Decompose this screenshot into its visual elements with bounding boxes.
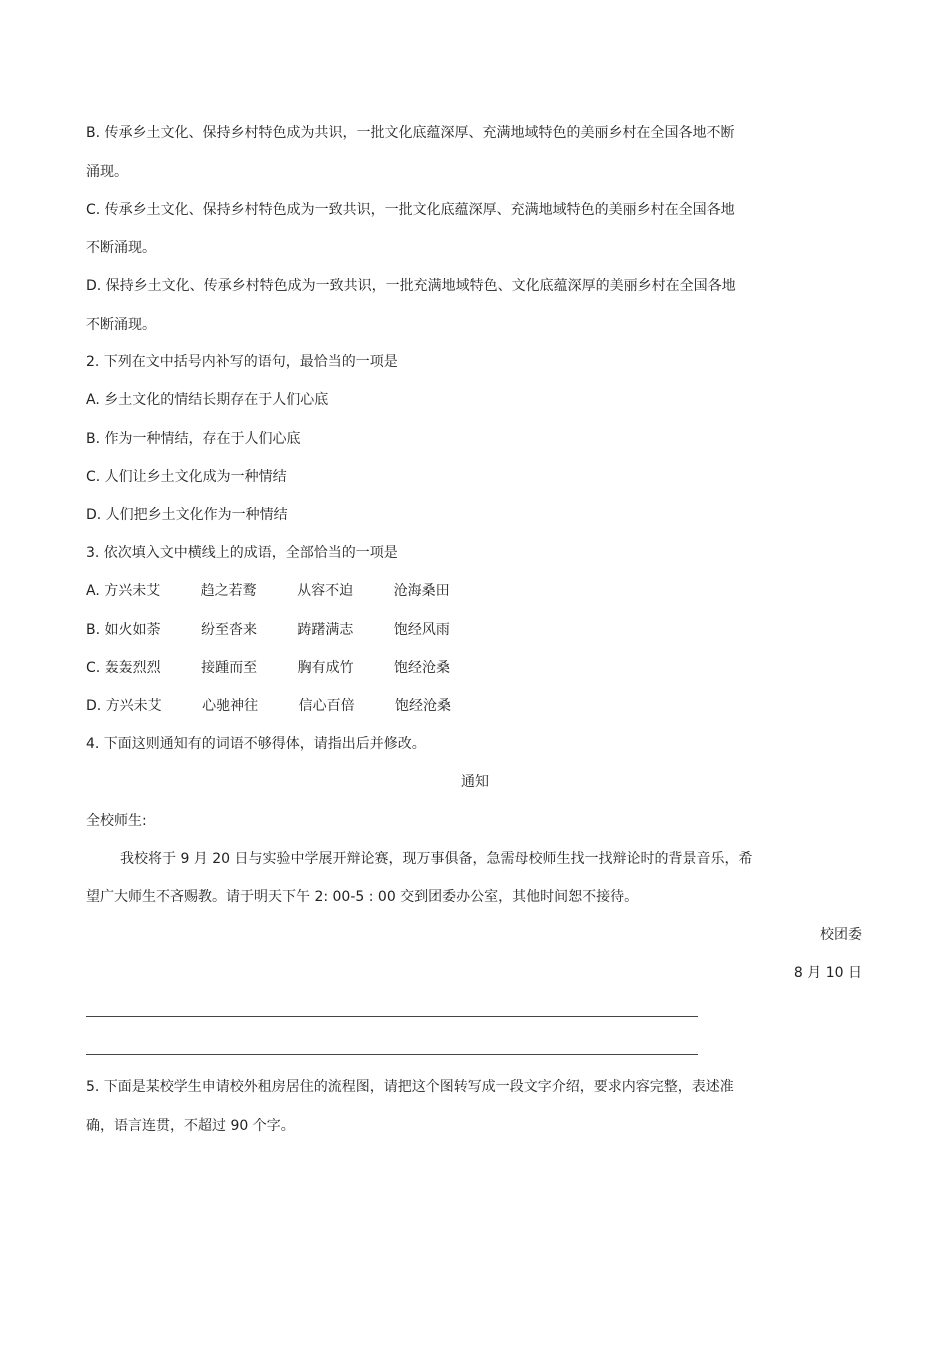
notice-body-line1: 我校将于 9 月 20 日与实验中学展开辩论赛，现万事俱备，急需母校师生找一找辩论时的背景音乐，希 xyxy=(120,851,753,867)
notice-title: 通知 xyxy=(461,774,489,790)
q4-stem: 4. 下面这则通知有的词语不够得体，请指出后并修改。 xyxy=(86,736,426,752)
answer-line[interactable] xyxy=(86,1016,698,1017)
notice-salutation: 全校师生: xyxy=(86,813,147,829)
q3-idiom: 从容不迫 xyxy=(297,583,354,599)
q3-idiom: 饱经沧桑 xyxy=(394,660,451,676)
q3-idiom: 心驰神往 xyxy=(202,698,259,714)
notice-date: 8 月 10 日 xyxy=(793,965,862,981)
q3-idiom: 轰轰烈烈 xyxy=(104,660,161,676)
q3-option-letter: D. xyxy=(86,698,102,714)
q1-option-b-line2: 涌现。 xyxy=(86,164,128,180)
q3-idiom: 胸有成竹 xyxy=(297,660,354,676)
q3-idiom: 饱经沧桑 xyxy=(395,698,452,714)
notice-body-line2: 望广大师生不吝赐教。请于明天下午 2: 00-5 : 00 交到团委办公室，其他时间恕不接待。 xyxy=(86,889,639,905)
q3-option-c xyxy=(86,658,486,678)
q2-option-c: C. 人们让乡土文化成为一种情结 xyxy=(86,469,287,485)
q3-option-letter: A. xyxy=(86,583,100,599)
q1-option-c-line1: C. 传承乡土文化、保持乡村特色成为一致共识，一批文化底蕴深厚、充满地域特色的美丽乡村在全国各地 xyxy=(86,202,735,218)
q1-option-c-line2: 不断涌现。 xyxy=(86,240,156,256)
q3-idiom: 方兴未艾 xyxy=(104,583,161,599)
q1-option-d-line2: 不断涌现。 xyxy=(86,317,156,333)
q2-option-d: D. 人们把乡土文化作为一种情结 xyxy=(86,507,288,523)
q1-option-b-line1: B. 传承乡土文化、保持乡村特色成为共识，一批文化底蕴深厚、充满地域特色的美丽乡村在全国各地不断 xyxy=(86,125,735,141)
q3-idiom: 趋之若鹜 xyxy=(200,583,257,599)
notice-signature: 校团委 xyxy=(820,927,862,943)
q3-idiom: 饱经风雨 xyxy=(393,622,450,638)
q3-idiom: 方兴未艾 xyxy=(105,698,162,714)
q3-idiom: 沧海桑田 xyxy=(393,583,450,599)
q3-idiom: 信心百倍 xyxy=(298,698,355,714)
q5-stem-line1: 5. 下面是某校学生申请校外租房居住的流程图，请把这个图转写成一段文字介绍，要求内容完整，表述准 xyxy=(86,1079,734,1095)
q1-option-d-line1: D. 保持乡土文化、传承乡村特色成为一致共识，一批充满地域特色、文化底蕴深厚的美丽乡村在全国各地 xyxy=(86,278,736,294)
q3-option-letter: B. xyxy=(86,622,101,638)
q2-stem: 2. 下列在文中括号内补写的语句，最恰当的一项是 xyxy=(86,354,398,370)
q3-idiom: 踌躇满志 xyxy=(297,622,354,638)
q3-option-d xyxy=(86,696,487,716)
q3-stem: 3. 依次填入文中横线上的成语，全部恰当的一项是 xyxy=(86,545,398,561)
q3-option-a xyxy=(86,581,486,601)
q3-idiom: 接踵而至 xyxy=(201,660,258,676)
q2-option-b: B. 作为一种情结，存在于人们心底 xyxy=(86,431,301,447)
q3-idiom: 如火如荼 xyxy=(104,622,161,638)
answer-line[interactable] xyxy=(86,1054,698,1055)
q3-option-b xyxy=(86,620,486,640)
q2-option-a: A. 乡土文化的情结长期存在于人们心底 xyxy=(86,392,329,408)
q3-option-letter: C. xyxy=(86,660,101,676)
q5-stem-line2: 确，语言连贯，不超过 90 个字。 xyxy=(86,1118,295,1134)
q3-idiom: 纷至沓来 xyxy=(200,622,257,638)
